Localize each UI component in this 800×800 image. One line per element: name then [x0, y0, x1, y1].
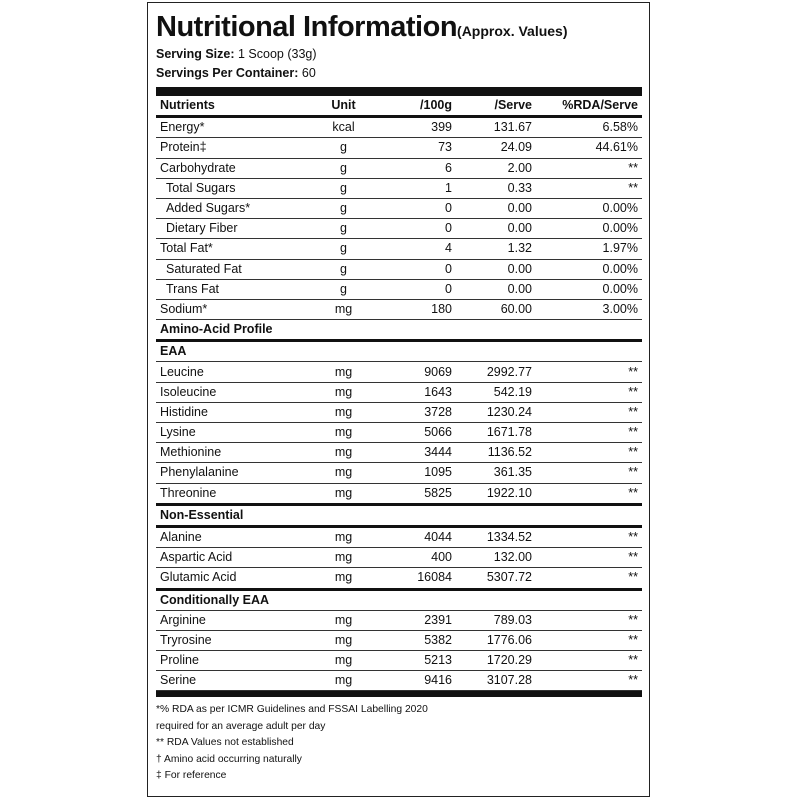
table-row [156, 299, 642, 319]
rda-cell: 44.61% [536, 138, 642, 158]
per-100g-cell: 3444 [381, 443, 456, 463]
per-serve-cell: 24.09 [456, 138, 536, 158]
per-serve-cell: 361.35 [456, 463, 536, 483]
rda-cell: ** [536, 402, 642, 422]
unit-cell: g [306, 279, 381, 299]
header-unit: Unit [306, 96, 381, 117]
servings-per-container [156, 64, 642, 83]
section-header: Conditionally EAA [156, 589, 642, 610]
unit-cell: g [306, 259, 381, 279]
rda-cell: 0.00% [536, 219, 642, 239]
unit-cell: g [306, 198, 381, 218]
section-header: Amino-Acid Profile [156, 320, 642, 341]
unit-cell: mg [306, 299, 381, 319]
table-header-row [156, 96, 642, 117]
table-row [156, 117, 642, 138]
unit-cell: mg [306, 630, 381, 650]
table-row [156, 568, 642, 589]
rda-cell: ** [536, 362, 642, 382]
per-serve-cell: 0.00 [456, 198, 536, 218]
rda-cell: 6.58% [536, 117, 642, 138]
header-rda: %RDA/Serve [536, 96, 642, 117]
rda-cell: ** [536, 671, 642, 691]
per-serve-cell: 1671.78 [456, 423, 536, 443]
rda-cell: 0.00% [536, 259, 642, 279]
unit-cell: mg [306, 463, 381, 483]
per-100g-cell: 4044 [381, 526, 456, 547]
per-100g-cell: 400 [381, 548, 456, 568]
unit-cell: mg [306, 651, 381, 671]
table-row [156, 198, 642, 218]
nutrient-name: Methionine [156, 443, 306, 463]
table-row [156, 630, 642, 650]
serving-size-label: Serving Size: [156, 47, 235, 61]
nutrient-name: Isoleucine [156, 382, 306, 402]
bottom-divider [156, 691, 642, 697]
unit-cell: g [306, 219, 381, 239]
per-100g-cell: 9069 [381, 362, 456, 382]
nutrient-name: Carbohydrate [156, 158, 306, 178]
nutrient-name: Total Sugars [156, 178, 306, 198]
table-row [156, 463, 642, 483]
per-100g-cell: 2391 [381, 610, 456, 630]
per-100g-cell: 5213 [381, 651, 456, 671]
table-row [156, 178, 642, 198]
per-100g-cell: 1643 [381, 382, 456, 402]
nutrient-name: Trans Fat [156, 279, 306, 299]
footnote-line: required for an average adult per day [156, 720, 326, 732]
rda-cell: ** [536, 423, 642, 443]
rda-cell: ** [536, 178, 642, 198]
footnote-line: ‡ For reference [156, 770, 227, 782]
unit-cell: g [306, 178, 381, 198]
per-100g-cell: 180 [381, 299, 456, 319]
rda-cell: ** [536, 158, 642, 178]
unit-cell: mg [306, 443, 381, 463]
section-header-row [156, 589, 642, 610]
unit-cell: g [306, 239, 381, 259]
nutrient-name: Energy* [156, 117, 306, 138]
nutrition-label-content [156, 9, 642, 785]
per-serve-cell: 0.00 [456, 219, 536, 239]
nutrition-table [156, 96, 642, 691]
unit-cell: mg [306, 568, 381, 589]
per-serve-cell: 60.00 [456, 299, 536, 319]
per-serve-cell: 1334.52 [456, 526, 536, 547]
table-row [156, 610, 642, 630]
table-row [156, 158, 642, 178]
unit-cell: g [306, 138, 381, 158]
serving-size [156, 45, 642, 64]
nutrient-name: Saturated Fat [156, 259, 306, 279]
table-row [156, 138, 642, 158]
nutrient-name: Sodium* [156, 299, 306, 319]
header-per-serve: /Serve [456, 96, 536, 117]
rda-cell: ** [536, 548, 642, 568]
section-header-row [156, 341, 642, 362]
header-per-100g: /100g [381, 96, 456, 117]
rda-cell: 1.97% [536, 239, 642, 259]
nutrient-name: Serine [156, 671, 306, 691]
nutrient-name: Phenylalanine [156, 463, 306, 483]
servings-value: 60 [301, 66, 316, 80]
per-100g-cell: 5382 [381, 630, 456, 650]
nutrient-name: Threonine [156, 483, 306, 504]
nutrient-name: Added Sugars* [156, 198, 306, 218]
nutrient-name: Proline [156, 651, 306, 671]
nutrient-name: Protein‡ [156, 138, 306, 158]
per-100g-cell: 1 [381, 178, 456, 198]
rda-cell: ** [536, 651, 642, 671]
rda-cell: ** [536, 382, 642, 402]
per-100g-cell: 5066 [381, 423, 456, 443]
top-divider [156, 87, 642, 96]
per-100g-cell: 1095 [381, 463, 456, 483]
table-row [156, 402, 642, 422]
per-serve-cell: 0.00 [456, 259, 536, 279]
nutrient-name: Dietary Fiber [156, 219, 306, 239]
table-row [156, 526, 642, 547]
per-serve-cell: 0.00 [456, 279, 536, 299]
section-header-row [156, 504, 642, 526]
header-nutrients: Nutrients [156, 96, 306, 117]
per-serve-cell: 3107.28 [456, 671, 536, 691]
per-100g-cell: 0 [381, 198, 456, 218]
nutrient-name: Histidine [156, 402, 306, 422]
unit-cell: kcal [306, 117, 381, 138]
per-100g-cell: 6 [381, 158, 456, 178]
nutrient-name: Lysine [156, 423, 306, 443]
per-serve-cell: 1136.52 [456, 443, 536, 463]
rda-cell: 0.00% [536, 198, 642, 218]
per-serve-cell: 2992.77 [456, 362, 536, 382]
nutrient-name: Arginine [156, 610, 306, 630]
unit-cell: mg [306, 382, 381, 402]
footnote-line: *% RDA as per ICMR Guidelines and FSSAI Labelling 2020 [156, 704, 428, 716]
per-serve-cell: 5307.72 [456, 568, 536, 589]
per-serve-cell: 131.67 [456, 117, 536, 138]
per-100g-cell: 73 [381, 138, 456, 158]
unit-cell: mg [306, 671, 381, 691]
per-100g-cell: 4 [381, 239, 456, 259]
unit-cell: mg [306, 423, 381, 443]
unit-cell: mg [306, 526, 381, 547]
rda-cell: ** [536, 568, 642, 589]
rda-cell: ** [536, 526, 642, 547]
table-row [156, 259, 642, 279]
nutrient-name: Alanine [156, 526, 306, 547]
rda-cell: ** [536, 610, 642, 630]
per-100g-cell: 5825 [381, 483, 456, 504]
per-100g-cell: 9416 [381, 671, 456, 691]
table-row [156, 651, 642, 671]
nutrient-name: Glutamic Acid [156, 568, 306, 589]
table-row [156, 382, 642, 402]
rda-cell: ** [536, 630, 642, 650]
table-row [156, 239, 642, 259]
unit-cell: g [306, 158, 381, 178]
rda-cell: ** [536, 463, 642, 483]
footnote-line: ** RDA Values not established [156, 737, 294, 749]
per-serve-cell: 132.00 [456, 548, 536, 568]
per-serve-cell: 789.03 [456, 610, 536, 630]
nutrient-name: Aspartic Acid [156, 548, 306, 568]
table-row [156, 483, 642, 504]
rda-cell: ** [536, 483, 642, 504]
nutrient-name: Total Fat* [156, 239, 306, 259]
unit-cell: mg [306, 483, 381, 504]
per-serve-cell: 1720.29 [456, 651, 536, 671]
page-title [156, 9, 642, 45]
nutrient-name: Leucine [156, 362, 306, 382]
rda-cell: 3.00% [536, 299, 642, 319]
per-serve-cell: 1.32 [456, 239, 536, 259]
per-100g-cell: 0 [381, 259, 456, 279]
per-100g-cell: 0 [381, 219, 456, 239]
per-serve-cell: 542.19 [456, 382, 536, 402]
title-subtitle: (Approx. Values) [457, 23, 568, 39]
per-serve-cell: 1776.06 [456, 630, 536, 650]
footnotes [156, 702, 642, 785]
unit-cell: mg [306, 610, 381, 630]
serving-size-value: 1 Scoop (33g) [237, 47, 317, 61]
per-100g-cell: 16084 [381, 568, 456, 589]
nutrition-label [147, 2, 650, 797]
per-100g-cell: 399 [381, 117, 456, 138]
section-header: Non-Essential [156, 504, 642, 526]
per-serve-cell: 2.00 [456, 158, 536, 178]
table-row [156, 423, 642, 443]
per-serve-cell: 1922.10 [456, 483, 536, 504]
unit-cell: mg [306, 548, 381, 568]
per-serve-cell: 0.33 [456, 178, 536, 198]
per-100g-cell: 0 [381, 279, 456, 299]
table-row [156, 671, 642, 691]
section-header: EAA [156, 341, 642, 362]
per-serve-cell: 1230.24 [456, 402, 536, 422]
table-row [156, 548, 642, 568]
unit-cell: mg [306, 402, 381, 422]
table-row [156, 279, 642, 299]
servings-label: Servings Per Container: [156, 66, 299, 80]
table-row [156, 443, 642, 463]
per-100g-cell: 3728 [381, 402, 456, 422]
title-text: Nutritional Information [156, 11, 458, 43]
table-row [156, 219, 642, 239]
table-row [156, 362, 642, 382]
footnote-line: † Amino acid occurring naturally [156, 753, 302, 765]
nutrient-name: Tryrosine [156, 630, 306, 650]
rda-cell: ** [536, 443, 642, 463]
rda-cell: 0.00% [536, 279, 642, 299]
unit-cell: mg [306, 362, 381, 382]
section-header-row [156, 320, 642, 341]
